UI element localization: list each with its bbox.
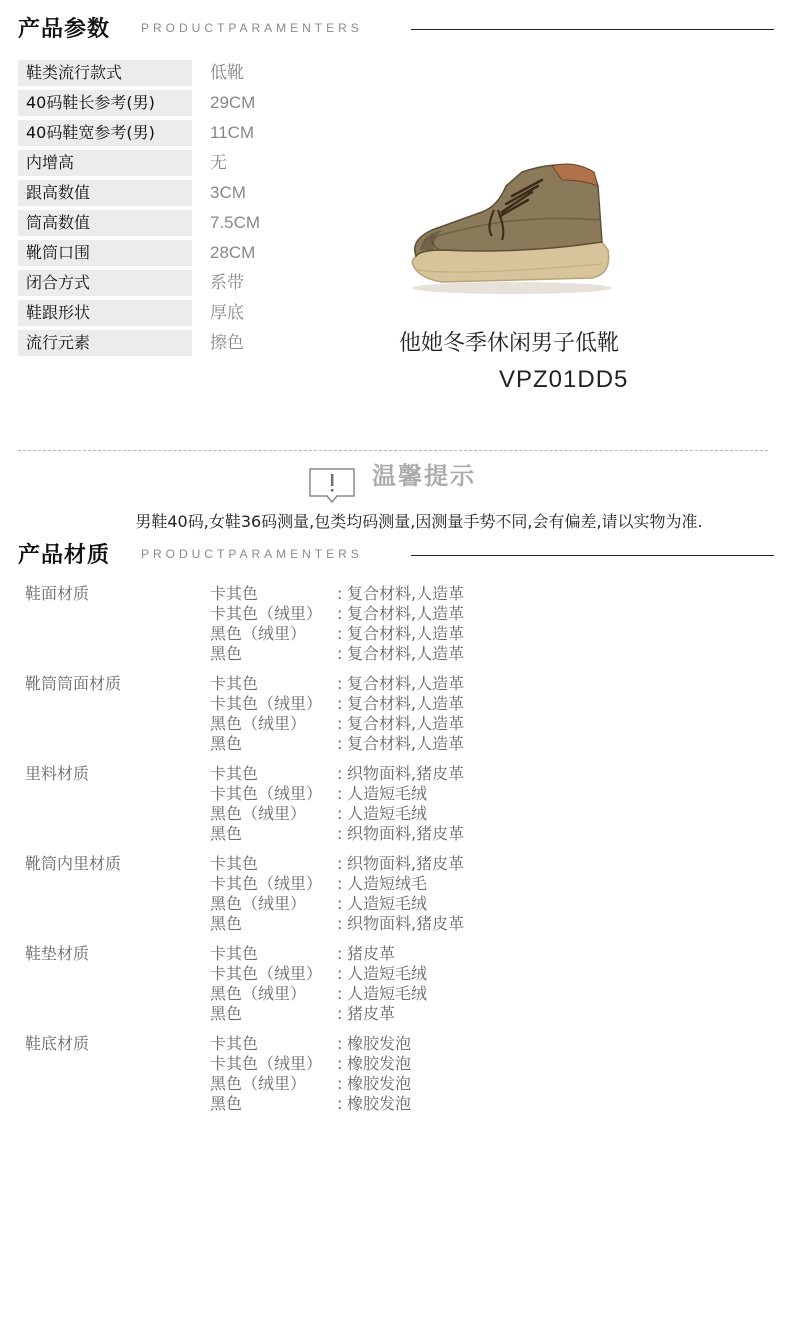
param-key: 40码鞋长参考(男) — [18, 90, 192, 116]
material-value: 猪皮革 — [347, 1004, 396, 1023]
material-value: 人造短毛绒 — [347, 964, 428, 983]
material-group — [25, 584, 585, 674]
material-row — [210, 784, 427, 804]
material-value: 猪皮革 — [347, 944, 396, 963]
material-color: 卡其色（绒里） — [210, 604, 323, 623]
material-name: 靴筒筒面材质 — [25, 674, 122, 693]
colon-separator: : — [337, 1054, 343, 1073]
param-value: 28CM — [210, 243, 256, 262]
material-color: 黑色 — [210, 734, 243, 753]
material-value: 复合材料,人造革 — [347, 584, 465, 603]
material-color: 黑色（绒里） — [210, 984, 307, 1003]
param-key: 靴筒口围 — [18, 240, 192, 266]
colon-separator: : — [337, 764, 343, 783]
material-color: 卡其色（绒里） — [210, 694, 323, 713]
param-key: 40码鞋宽参考(男) — [18, 120, 192, 146]
material-color: 黑色（绒里） — [210, 714, 307, 733]
materials-section-header — [18, 534, 774, 568]
material-color: 黑色 — [210, 1004, 243, 1023]
material-value: 人造短绒毛 — [347, 874, 428, 893]
material-value: 织物面料,猪皮革 — [347, 824, 465, 843]
colon-separator: : — [337, 894, 343, 913]
material-color: 卡其色 — [210, 1034, 259, 1053]
material-name: 里料材质 — [25, 764, 90, 783]
param-value: 3CM — [210, 183, 246, 202]
material-row — [210, 804, 427, 824]
colon-separator: : — [337, 734, 343, 753]
colon-separator: : — [337, 1094, 343, 1113]
param-value: 无 — [210, 153, 227, 172]
param-key: 鞋跟形状 — [18, 300, 192, 326]
material-value: 织物面料,猪皮革 — [347, 854, 465, 873]
material-row — [210, 1054, 411, 1074]
colon-separator: : — [337, 1074, 343, 1093]
material-value: 人造短毛绒 — [347, 984, 428, 1003]
param-row — [18, 240, 388, 266]
param-row — [18, 60, 388, 86]
material-color: 卡其色 — [210, 584, 259, 603]
material-name: 鞋面材质 — [25, 584, 90, 603]
colon-separator: : — [337, 964, 343, 983]
colon-separator: : — [337, 714, 343, 733]
material-value: 橡胶发泡 — [347, 1054, 412, 1073]
param-key: 流行元素 — [18, 330, 192, 356]
material-row — [210, 644, 464, 664]
dashed-divider — [18, 450, 768, 451]
material-group — [25, 674, 585, 764]
param-row — [18, 270, 388, 296]
colon-separator: : — [337, 914, 343, 933]
material-color: 黑色 — [210, 644, 243, 663]
materials-title: 产品材质 — [18, 543, 111, 568]
params-title: 产品参数 — [18, 17, 111, 42]
materials-subtitle: PRODUCTPARAMENTERS — [141, 547, 363, 561]
material-value: 橡胶发泡 — [347, 1034, 412, 1053]
material-row — [210, 944, 395, 964]
material-value: 复合材料,人造革 — [347, 734, 465, 753]
param-value: 低靴 — [210, 63, 244, 82]
param-key: 闭合方式 — [18, 270, 192, 296]
material-value: 复合材料,人造革 — [347, 624, 465, 643]
material-group — [25, 764, 585, 854]
param-value: 擦色 — [210, 333, 244, 352]
material-group — [25, 854, 585, 944]
params-section-header — [18, 8, 774, 42]
params-table — [18, 60, 388, 360]
material-row — [210, 674, 464, 694]
material-row — [210, 874, 427, 894]
material-color: 黑色（绒里） — [210, 624, 307, 643]
colon-separator: : — [337, 644, 343, 663]
colon-separator: : — [337, 824, 343, 843]
param-row — [18, 120, 388, 146]
material-value: 橡胶发泡 — [347, 1094, 412, 1113]
material-row — [210, 604, 464, 624]
material-color: 卡其色 — [210, 944, 259, 963]
material-row — [210, 624, 464, 644]
material-value: 人造短毛绒 — [347, 804, 428, 823]
material-row — [210, 764, 464, 784]
material-row — [210, 714, 464, 734]
material-row — [210, 824, 464, 844]
material-color: 卡其色（绒里） — [210, 874, 323, 893]
material-value: 复合材料,人造革 — [347, 674, 465, 693]
param-value: 厚底 — [210, 303, 244, 322]
material-group — [25, 1034, 585, 1124]
material-value: 织物面料,猪皮革 — [347, 764, 465, 783]
param-key: 鞋类流行款式 — [18, 60, 192, 86]
material-value: 织物面料,猪皮革 — [347, 914, 465, 933]
param-row — [18, 180, 388, 206]
params-subtitle: PRODUCTPARAMENTERS — [141, 21, 363, 35]
colon-separator: : — [337, 874, 343, 893]
material-color: 卡其色 — [210, 854, 259, 873]
param-value: 7.5CM — [210, 213, 261, 232]
material-row — [210, 984, 427, 1004]
material-color: 黑色 — [210, 824, 243, 843]
tip-text: 男鞋40码,女鞋36码测量,包类均码测量,因测量手势不同,会有偏差,请以实物为准. — [135, 512, 703, 531]
material-color: 卡其色 — [210, 674, 259, 693]
colon-separator: : — [337, 1004, 343, 1023]
material-color: 黑色（绒里） — [210, 804, 307, 823]
param-row — [18, 90, 388, 116]
exclamation-bubble-icon — [309, 468, 357, 504]
material-row — [210, 964, 427, 984]
material-color: 卡其色（绒里） — [210, 1054, 323, 1073]
material-row — [210, 1074, 411, 1094]
material-color: 卡其色（绒里） — [210, 784, 323, 803]
header-rule — [411, 29, 774, 30]
param-row — [18, 210, 388, 236]
material-color: 卡其色 — [210, 764, 259, 783]
material-row — [210, 1034, 411, 1054]
material-color: 卡其色（绒里） — [210, 964, 323, 983]
material-value: 人造短毛绒 — [347, 894, 428, 913]
material-color: 黑色（绒里） — [210, 1074, 307, 1093]
material-name: 鞋垫材质 — [25, 944, 90, 963]
product-boot-image — [402, 150, 622, 300]
material-row — [210, 854, 464, 874]
param-key: 跟高数值 — [18, 180, 192, 206]
tip-title: 温馨提示 — [372, 462, 476, 490]
param-row — [18, 150, 388, 176]
product-name: 他她冬季休闲男子低靴 — [399, 331, 620, 356]
material-row — [210, 694, 464, 714]
param-value: 29CM — [210, 93, 256, 112]
colon-separator: : — [337, 694, 343, 713]
colon-separator: : — [337, 804, 343, 823]
material-value: 复合材料,人造革 — [347, 714, 465, 733]
colon-separator: : — [337, 784, 343, 803]
material-color: 黑色 — [210, 1094, 243, 1113]
colon-separator: : — [337, 584, 343, 603]
colon-separator: : — [337, 1034, 343, 1053]
material-value: 橡胶发泡 — [347, 1074, 412, 1093]
material-color: 黑色（绒里） — [210, 894, 307, 913]
colon-separator: : — [337, 674, 343, 693]
material-row — [210, 1004, 395, 1024]
material-row — [210, 894, 427, 914]
shadow — [412, 282, 612, 294]
materials-list — [25, 584, 585, 1124]
param-value: 系带 — [210, 273, 244, 292]
material-color: 黑色 — [210, 914, 243, 933]
material-row — [210, 734, 464, 754]
material-name: 靴筒内里材质 — [25, 854, 122, 873]
product-code: VPZ01DD5 — [499, 366, 629, 393]
param-value: 11CM — [210, 123, 255, 142]
material-row — [210, 914, 464, 934]
material-row — [210, 1094, 411, 1114]
material-row — [210, 584, 464, 604]
material-value: 复合材料,人造革 — [347, 694, 465, 713]
material-name: 鞋底材质 — [25, 1034, 90, 1053]
material-value: 人造短毛绒 — [347, 784, 428, 803]
param-row — [18, 330, 388, 356]
colon-separator: : — [337, 944, 343, 963]
colon-separator: : — [337, 854, 343, 873]
colon-separator: : — [337, 624, 343, 643]
param-key: 内增高 — [18, 150, 192, 176]
header-rule — [411, 555, 774, 556]
material-group — [25, 944, 585, 1034]
material-value: 复合材料,人造革 — [347, 644, 465, 663]
colon-separator: : — [337, 604, 343, 623]
colon-separator: : — [337, 984, 343, 1003]
material-value: 复合材料,人造革 — [347, 604, 465, 623]
param-key: 筒高数值 — [18, 210, 192, 236]
param-row — [18, 300, 388, 326]
